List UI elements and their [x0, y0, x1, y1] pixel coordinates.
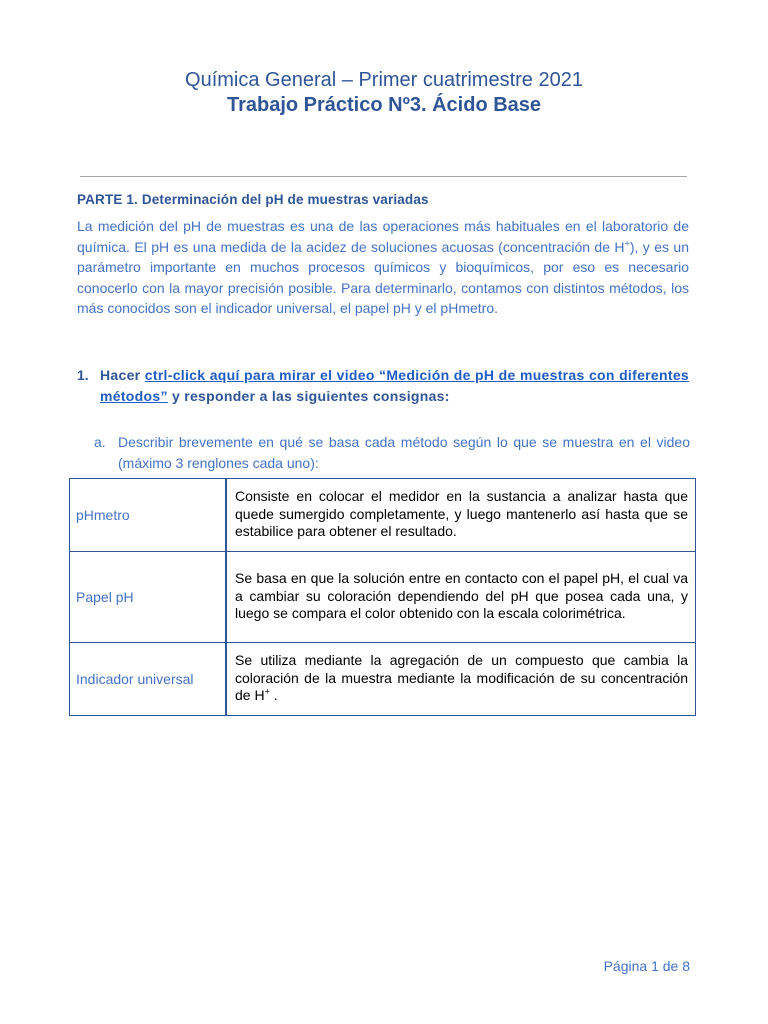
- indicador-superscript: +: [264, 686, 270, 697]
- intro-text-end: ), y es un parámetro importante en muchos procesos químicos y bioquímicos, por eso es necesario conocerlo con la mayor precisión posible. Para determinarlo, contamos con distintos métodos, los más conocidos son el indicador universal, el papel pH y el pHmetro.: [77, 238, 689, 316]
- methods-table: [69, 478, 696, 716]
- part1-heading: [77, 191, 429, 209]
- item-1-body: [100, 365, 689, 407]
- item-a-text: Describir brevemente en qué se basa cada método según lo que se muestra en el video (máximo 3 renglones cada uno):: [118, 434, 690, 471]
- intro-text-start: La medición del pH de muestras es una de las operaciones más habituales en el laboratorio de química. El pH es una medida de la acidez de soluciones acuosas (concentración de H: [77, 218, 689, 255]
- table-row: [70, 643, 696, 716]
- instruction-item-a: [94, 432, 690, 473]
- part1-heading-prefix: PARTE 1.: [77, 192, 138, 207]
- item-1-tail: y responder a las siguientes consignas:: [167, 388, 450, 404]
- item-1-number: 1.: [77, 367, 89, 383]
- indicador-text-start: Se utiliza mediante la agregación de un compuesto que cambia la coloración de la muestra mediante la modificación de su concentración de H: [235, 652, 688, 704]
- method-label-indicador-universal: Indicador universal: [70, 643, 227, 716]
- instruction-item-1: [77, 365, 689, 407]
- method-description-indicador-universal: [226, 643, 696, 716]
- indicador-text-end: .: [269, 687, 278, 704]
- item-1-lead: Hacer: [100, 367, 145, 383]
- table-row: [70, 552, 696, 643]
- course-title: Química General – Primer cuatrimestre 2021: [185, 69, 583, 91]
- video-link[interactable]: ctrl-click aquí para mirar el video “Medición de pH de muestras con diferentes métodos”: [100, 367, 689, 404]
- page-number: Página 1 de 8: [603, 958, 690, 974]
- header-divider: [80, 176, 687, 177]
- intro-superscript: +: [624, 237, 630, 248]
- part1-intro-paragraph: [77, 216, 689, 319]
- method-description-phmetro: Consiste en colocar el medidor en la sustancia a analizar hasta que quede sumergido completamente, y luego mantenerlo así hasta que se estabilice para obtener el resultado.: [226, 479, 696, 552]
- method-description-papel-ph: Se basa en que la solución entre en contacto con el papel pH, el cual va a cambiar su coloración dependiendo del pH que posea cada una, y luego se compara el color obtenido con la escala colorimétrica.: [226, 552, 696, 643]
- method-label-phmetro: pHmetro: [70, 479, 227, 552]
- part1-heading-text: Determinación del pH de muestras variadas: [141, 192, 429, 207]
- method-label-papel-ph: Papel pH: [70, 552, 227, 643]
- table-row: [70, 479, 696, 552]
- item-a-letter: a.: [94, 434, 106, 450]
- assignment-title: Trabajo Práctico Nº3. Ácido Base: [226, 94, 542, 116]
